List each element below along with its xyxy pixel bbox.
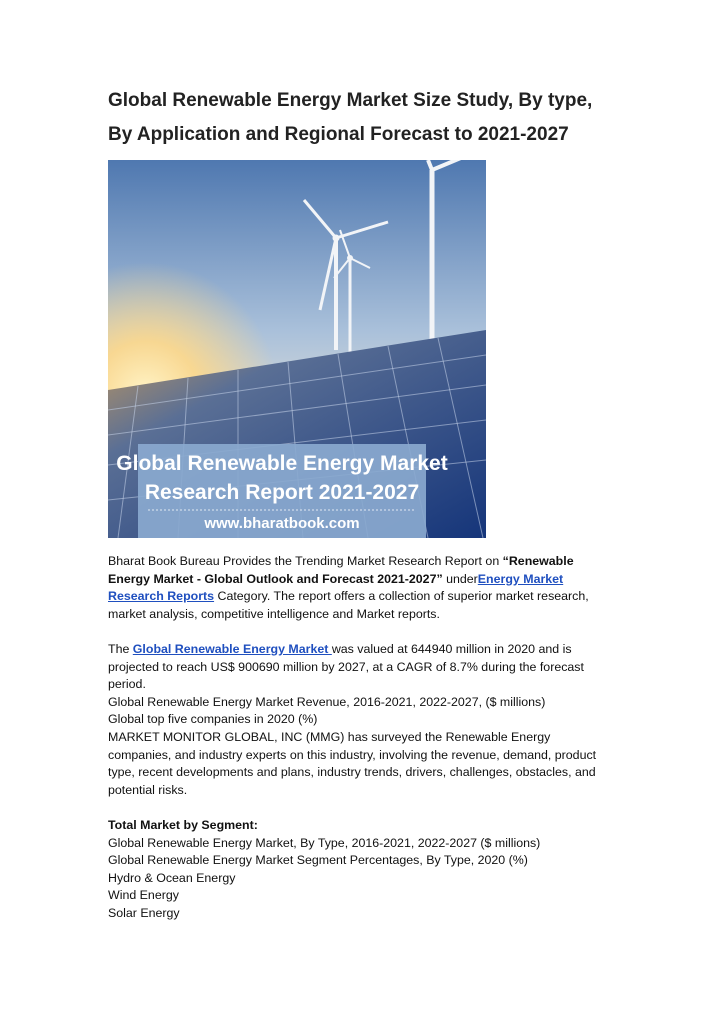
intro-text-1: Bharat Book Bureau Provides the Trending Market Research Report on [108,554,503,568]
segment-item-wind: Wind Energy [108,888,179,903]
title-line-1: Global Renewable Energy Market Size Study, By type, [108,90,593,111]
hero-image [108,160,486,538]
segment-item: Global Renewable Energy Market, By Type, 2016-2021, 2022-2027 ($ millions) [108,835,541,850]
revenue-line: Global Renewable Energy Market Revenue, 2016-2021, 2022-2027, ($ millions) [108,694,546,709]
top-companies-line: Global top five companies in 2020 (%) [108,712,318,727]
valuation-text-1: The [108,641,133,656]
document-title [108,84,628,152]
banner-url: www.bharatbook.com [204,515,360,532]
survey-paragraph: MARKET MONITOR GLOBAL, INC (MMG) has surveyed the Renewable Energy companies, and industry experts on this industry, involving the revenue, demand, product type, recent developments and plans, industry trends, drivers, challenges, obstacles, and potential risks. [108,729,597,797]
segment-item-hydro: Hydro & Ocean Energy [108,870,236,885]
segment-item: Global Renewable Energy Market Segment Percentages, By Type, 2020 (%) [108,853,528,868]
solar-wind-illustration [108,160,486,538]
title-line-2: By Application and Regional Forecast to 2021-2027 [108,124,569,145]
intro-text-3: Category. The report offers a collection of superior market research, market analysis, competitive intelligence and Market reports. [108,589,589,621]
intro-paragraph [108,553,608,623]
segment-heading: Total Market by Segment: [108,817,258,832]
valuation-paragraph [108,641,608,694]
global-renewable-energy-market-link[interactable]: Global Renewable Energy Market [132,641,332,656]
valuation-text-2: was valued at 644940 million in 2020 and is projected to reach US$ 900690 million by 2027, at a CAGR of 8.7% during the forecast period. [108,641,584,692]
document-body [108,553,608,922]
segment-item-solar: Solar Energy [108,905,180,920]
intro-report-name: “Renewable Energy Market - Global Outlook and Forecast 2021-2027” [108,554,574,586]
energy-market-reports-link[interactable]: Energy Market Research Reports [108,571,564,604]
banner-line-2: Research Report 2021-2027 [144,481,420,504]
banner-line-1: Global Renewable Energy Market [116,452,448,475]
intro-text-2: under [442,571,478,586]
